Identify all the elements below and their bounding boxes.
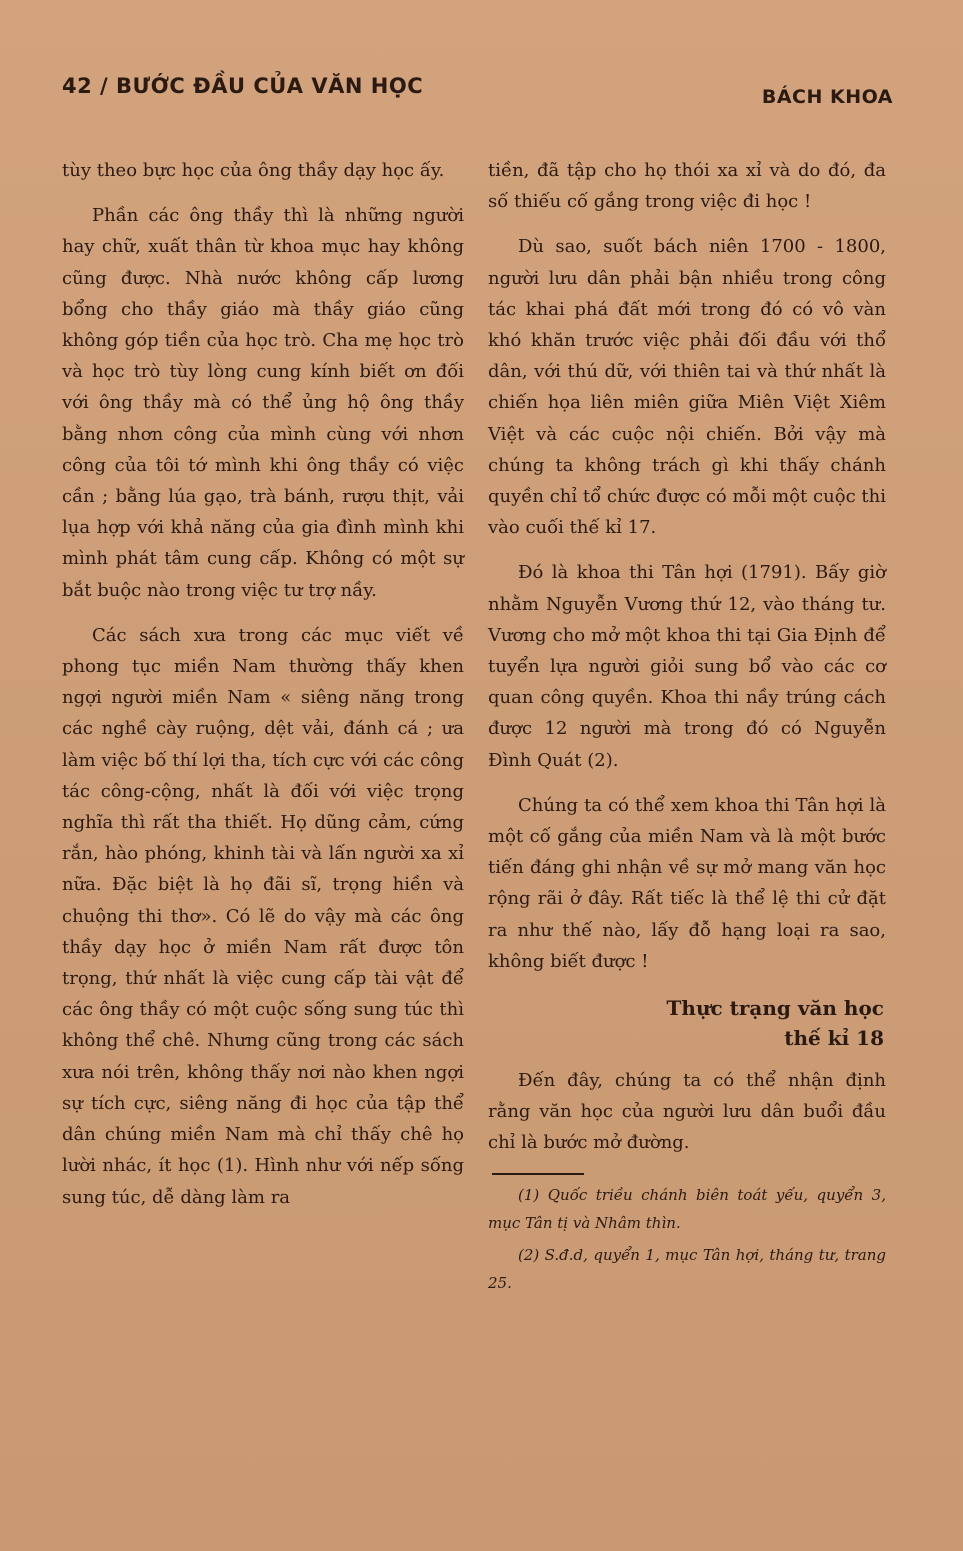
left-column [62,155,464,1213]
subheading-line: Thực trạng văn học [666,996,884,1021]
section-subheading [488,993,884,1053]
paragraph: Dù sao, suốt bách niên 1700 - 1800, người lưu dân phải bận nhiều trong công tác khai phá đất mới trong đó có vô vàn khó khăn trước việc phải đối đầu với thổ dân, với thú dữ, với thiên tai và thứ nhất là chiến họa liên miên giữa Miên Việt Xiêm Việt và các cuộc nội chiến. Bởi vậy mà chúng ta không trách gì khi thấy chánh quyền chỉ tổ chức được có mỗi một cuộc thi vào cuối thế kỉ 17. [488,236,886,539]
page-header [62,74,893,114]
page-number-and-section-title: 42 / BƯỚC ĐẦU CỦA VĂN HỌC [62,74,424,98]
magazine-name: BÁCH KHOA [761,86,893,108]
paragraph: Các sách xưa trong các mục viết về phong tục miền Nam thường thấy khen ngợi người miền Nam « siêng năng trong các nghề cày ruộng, dệt vải, đánh cá ; ưa làm việc bố thí lợi tha, tích cực với các công tác công-cộng, nhất là đối với việc trọng nghĩa thì rất tha thiết. Họ dũng cảm, cứng rắn, hào phóng, khinh tài và lấn người xa xỉ nữa. Đặc biệt là họ đãi sĩ, trọng hiền và chuộng thi thơ». Có lẽ do vậy mà các ông thầy dạy học ở miền Nam rất được tôn trọng, thứ nhất là việc cung cấp tài vật để các ông thầy có một cuộc sống sung túc thì không thể chê. Nhưng cũng trong các sách xưa nói trên, không thấy nơi nào khen ngợi sự tích cực, siêng năng đi học của tập thể dân chúng miền Nam mà chỉ thấy chê họ lười nhác, ít học (1). Hình như với nếp sống sung túc, dễ dàng làm ra [62,624,464,1208]
paragraph: tùy theo bực học của ông thầy dạy học ấy. [62,160,445,181]
paragraph: Đến đây, chúng ta có thể nhận định rằng văn học của người lưu dân buổi đầu chỉ là bước mở đường. [488,1070,886,1154]
subheading-line: thế kỉ 18 [784,1026,884,1051]
paragraph: Phần các ông thầy thì là những người hay chữ, xuất thân từ khoa mục hay không cũng được. Nhà nước không cấp lương bổng cho thầy giáo mà thầy giáo cũng không góp tiền của học trò. Cha mẹ học trò và học trò tùy lòng cung kính biết ơn đối với ông thầy mà có thể ủng hộ ông thầy bằng nhơn công của mình cùng với nhơn công của tôi tớ mình khi ông thầy có việc cần ; bằng lúa gạo, trà bánh, rượu thịt, vải lụa hợp với khả năng của gia đình mình khi mình phát tâm cung cấp. Không có một sự bắt buộc nào trong việc tư trợ nầy. [62,205,464,601]
footnote: (1) Quốc triều chánh biên toát yếu, quyển 3, mục Tân tị và Nhâm thìn. [488,1185,886,1232]
paragraph: Đó là khoa thi Tân hợi (1791). Bấy giờ nhằm Nguyễn Vương thứ 12, vào tháng tư. Vương cho mở một khoa thi tại Gia Định để tuyển lựa người giỏi sung bổ vào các cơ quan công quyền. Khoa thi nầy trúng cách được 12 người mà trong đó có Nguyễn Đình Quát (2). [488,562,886,771]
footnote-divider [492,1173,584,1175]
right-column [488,155,886,1297]
footnote: (2) S.đ.d, quyển 1, mục Tân hợi, tháng tư, trang 25. [488,1245,886,1292]
paragraph: tiền, đã tập cho họ thói xa xỉ và do đó, đa số thiếu cố gắng trong việc đi học ! [488,160,886,213]
paragraph: Chúng ta có thể xem khoa thi Tân hợi là một cố gắng của miền Nam và là một bước tiến đáng ghi nhận về sự mở mang văn học rộng rãi ở đây. Rất tiếc là thể lệ thi cử đặt ra như thế nào, lấy đỗ hạng loại ra sao, không biết được ! [488,794,886,972]
